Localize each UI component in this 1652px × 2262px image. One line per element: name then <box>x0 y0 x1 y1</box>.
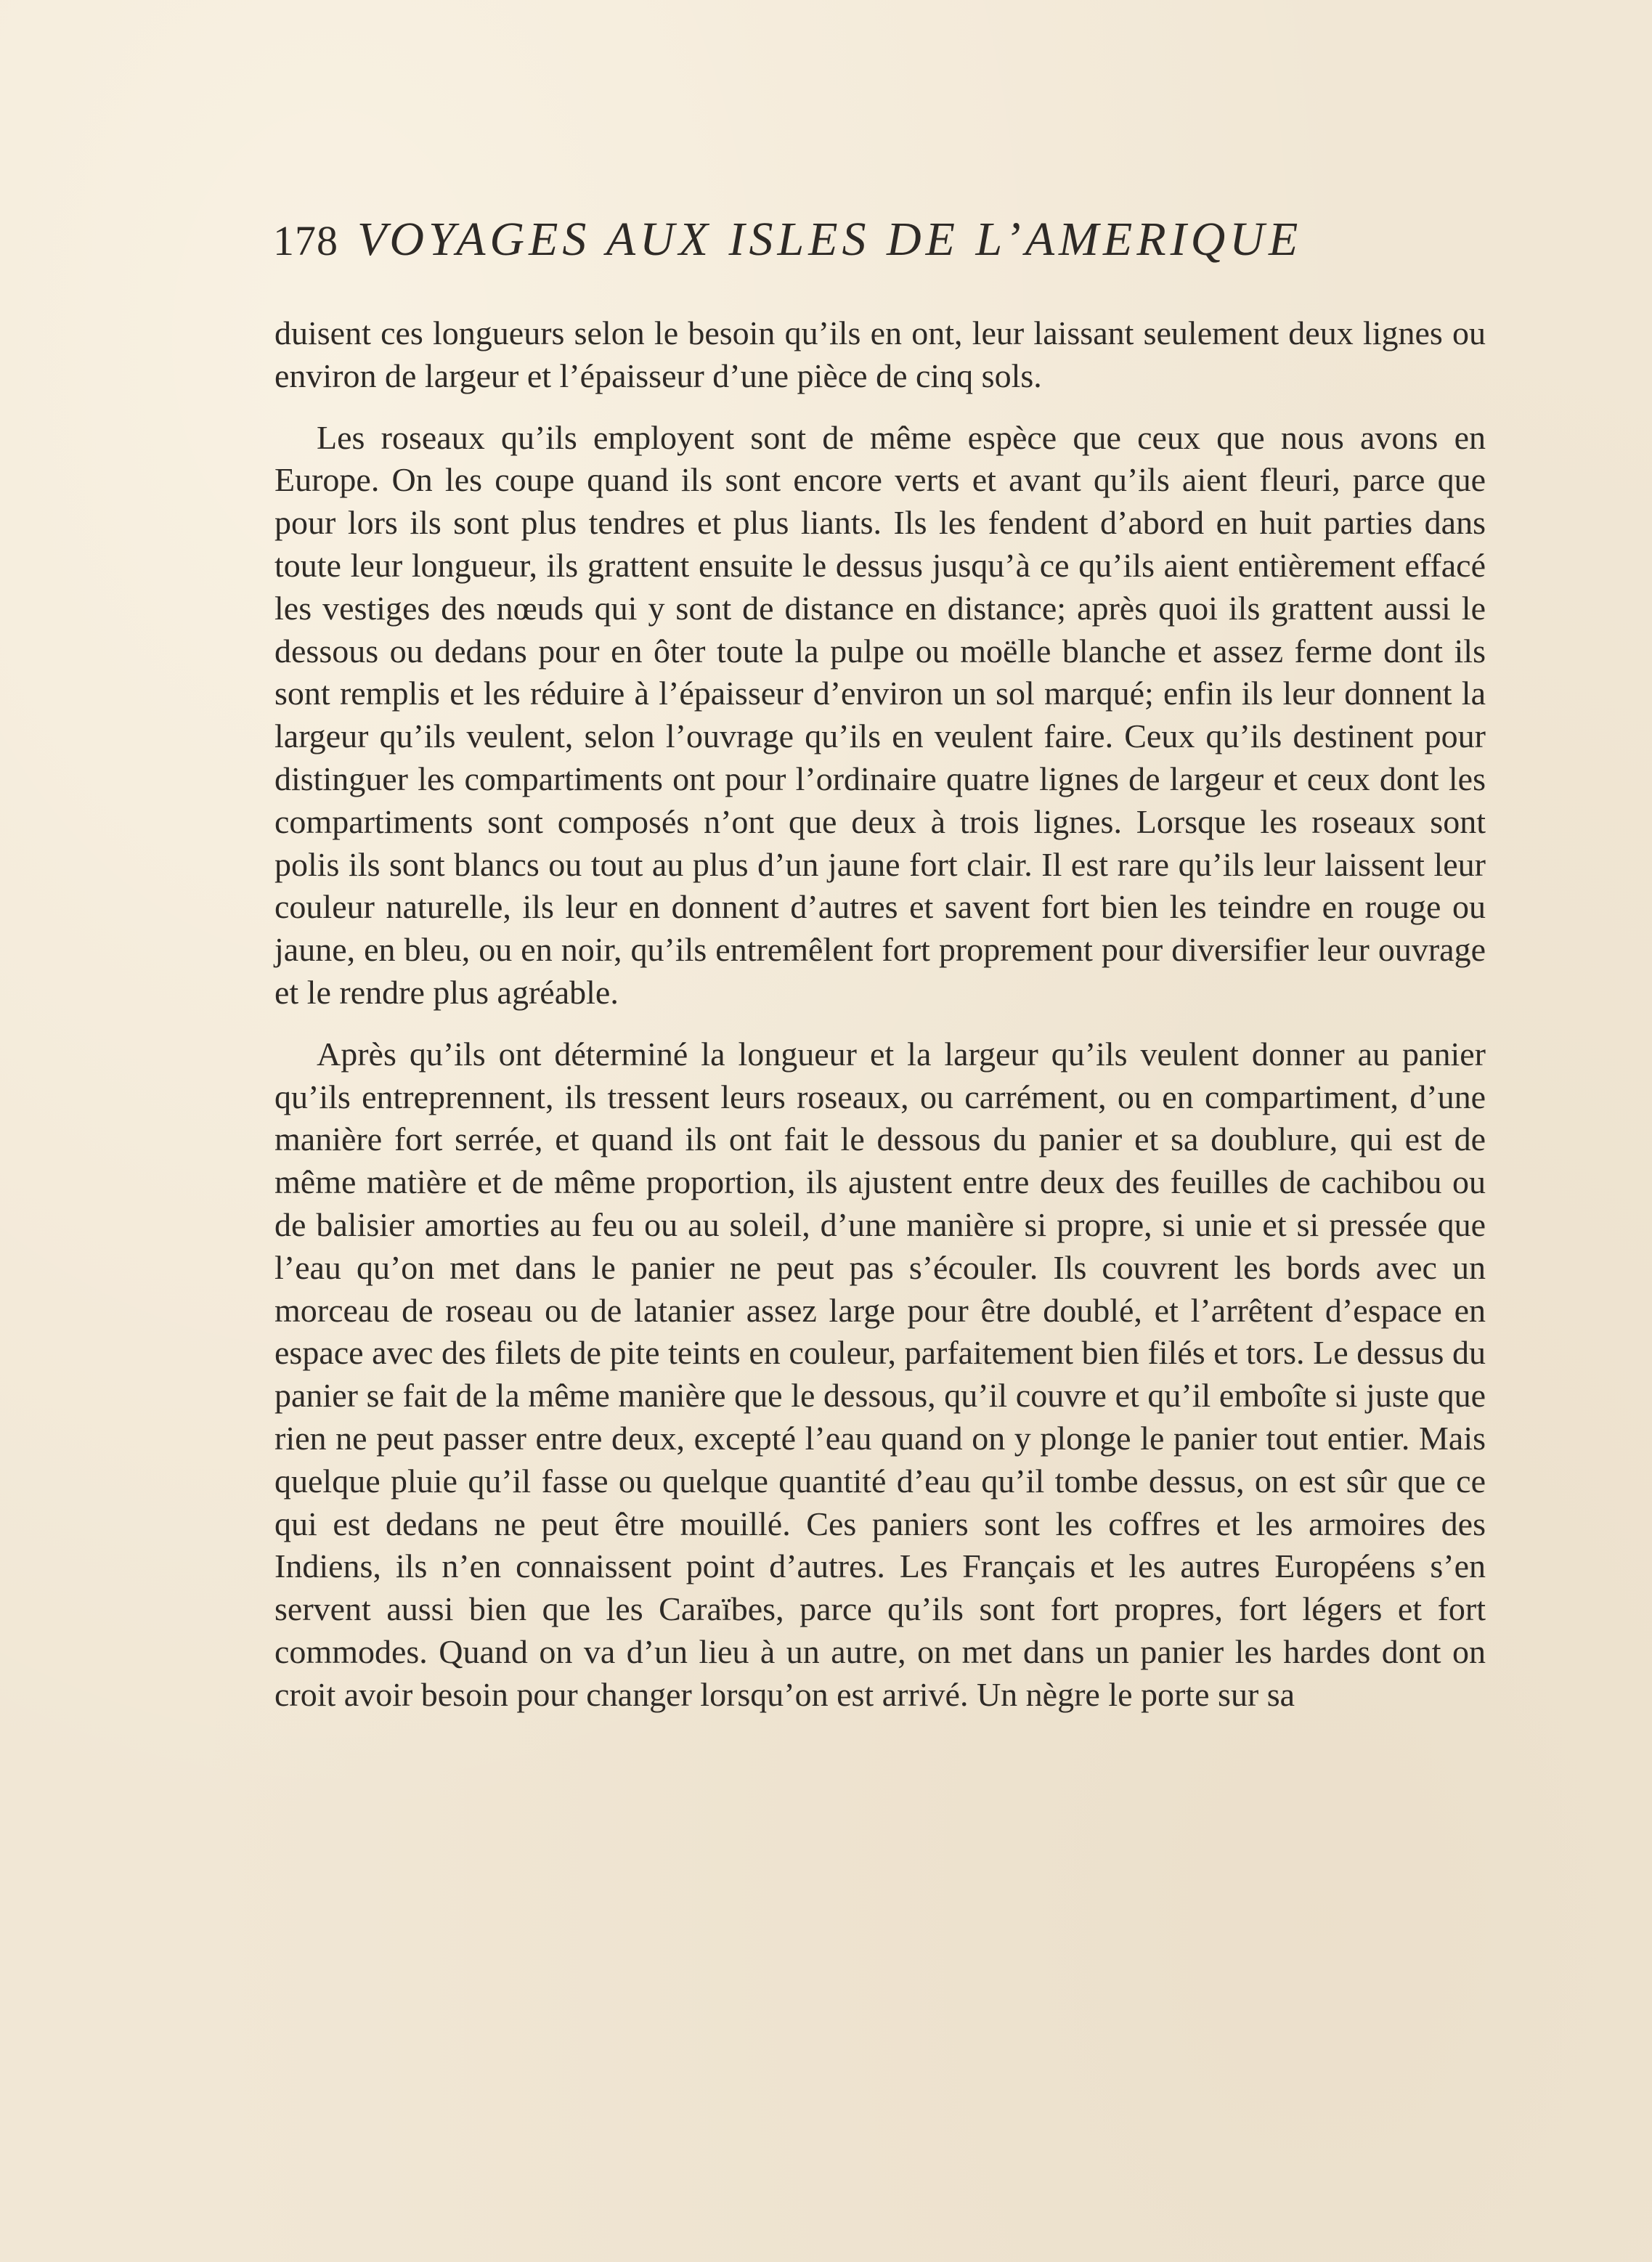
paragraph-panier: Après qu’ils ont déterminé la longueur et la largeur qu’ils veulent donner au panier qu’ils entreprennent, ils tressent leurs roseaux, ou carrément, ou en compartiment, d’une manière fort serrée, et quand ils ont fait le dessous du panier et sa doublure, qui est de même matière et de même proportion, ils ajustent entre deux des feuilles de cachibou ou de balisier amorties au feu ou au soleil, d’une manière si propre, si unie et si pressée que l’eau qu’on met dans le panier ne peut pas s’écouler. Ils couvrent les bords avec un morceau de roseau ou de latanier assez large pour être doublé, et l’arrêtent d’espace en espace avec des filets de pite teints en couleur, parfaitement bien filés et tors. Le dessus du panier se fait de la même manière que le dessous, qu’il couvre et qu’il emboîte si juste que rien ne peut passer entre deux, excepté l’eau quand on y plonge le panier tout entier. Mais quelque pluie qu’il fasse ou quelque quantité d’eau qu’il tombe dessus, on est sûr que ce qui est dedans ne peut être mouillé. Ces paniers sont les coffres et les armoires des Indiens, ils n’en connaissent point d’autres. Les Français et les autres Européens s’en servent aussi bien que les Caraïbes, parce qu’ils sont fort propres, fort légers et fort commodes. Quand on va d’un lieu à un autre, on met dans un panier les hardes dont on croit avoir besoin pour changer lorsqu’on est arrivé. Un nègre le porte sur sa <box>274 1035 1486 1713</box>
body-text <box>274 312 1486 1717</box>
running-head <box>273 212 1493 277</box>
page-number: 178 <box>273 217 338 264</box>
paragraph-continued: duisent ces longueurs selon le besoin qu’ils en ont, leur laissant seulement deux lignes ou environ de largeur et l’épaisseur d’une pièce de cinq sols. <box>274 314 1486 394</box>
paragraph-roseaux: Les roseaux qu’ils employent sont de même espèce que ceux que nous avons en Europe. On les coupe quand ils sont encore verts et avant qu’ils aient fleuri, parce que pour lors ils sont plus tendres et plus liants. Ils les fendent d’abord en huit parties dans toute leur longueur, ils grattent ensuite le dessus jusqu’à ce qu’ils aient entièrement effacé les vestiges des nœuds qui y sont de distance en distance; après quoi ils grattent aussi le dessous ou dedans pour en ôter toute la pulpe ou moëlle blanche et assez ferme dont ils sont remplis et les réduire à l’épaisseur d’environ un sol marqué; enfin ils leur donnent la largeur qu’ils veulent, selon l’ouvrage qu’ils en veulent faire. Ceux qu’ils destinent pour distinguer les compartiments ont pour l’ordinaire quatre lignes de largeur et ceux dont les compartiments sont composés n’ont que deux à trois lignes. Lorsque les roseaux sont polis ils sont blancs ou tout au plus d’un jaune fort clair. Il est rare qu’ils leur laissent leur couleur naturelle, ils leur en donnent d’autres et savent fort bien les teindre en rouge ou jaune, en bleu, ou en noir, qu’ils entremêlent fort proprement pour diversifier leur ouvrage et le rendre plus agréable. <box>274 418 1486 1011</box>
book-title: VOYAGES AUX ISLES DE L’AMERIQUE <box>357 213 1303 266</box>
